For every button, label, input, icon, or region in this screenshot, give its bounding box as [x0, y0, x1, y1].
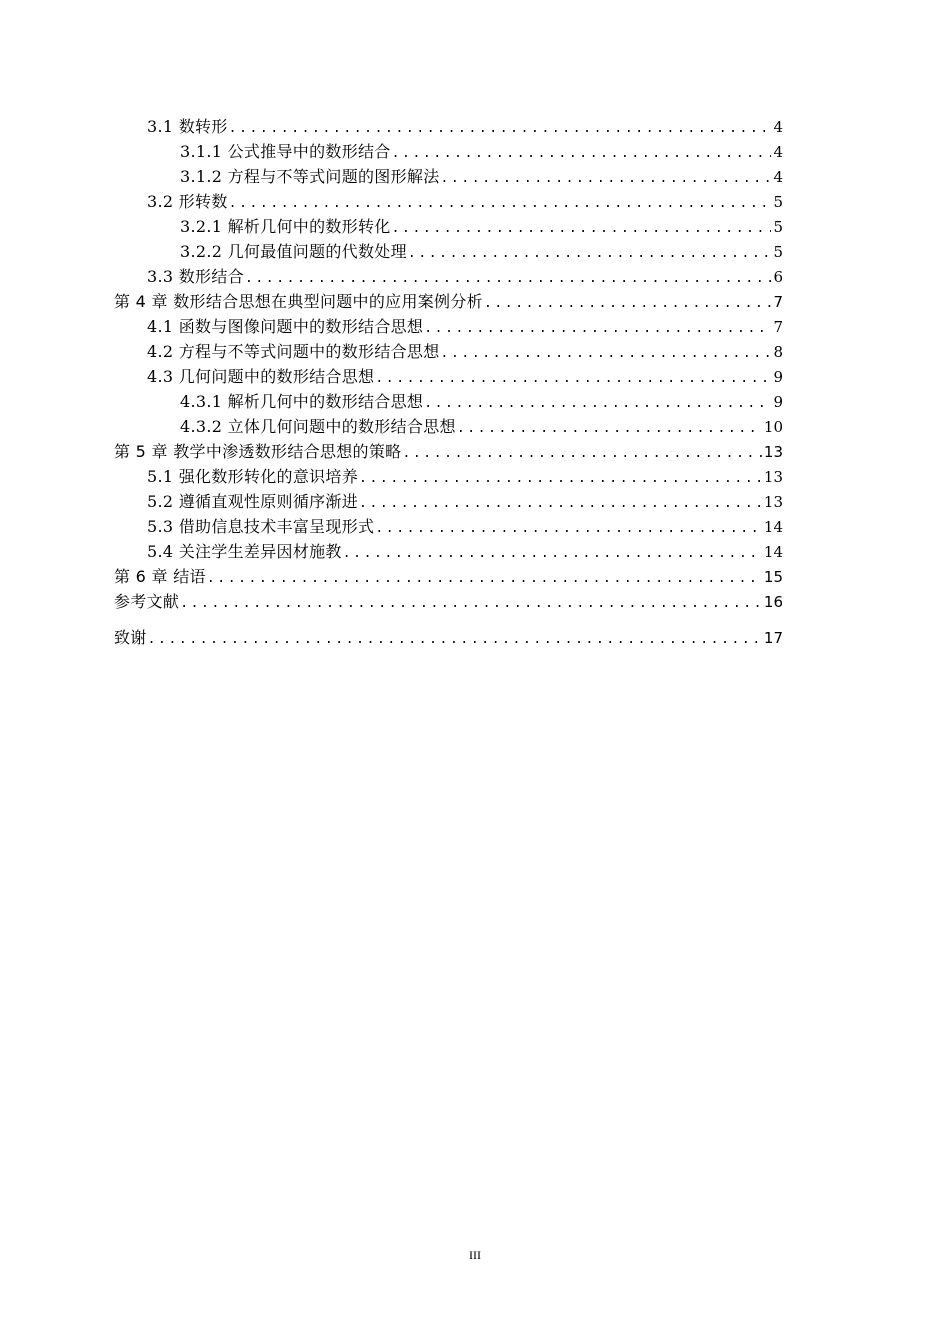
toc-entry-page: 16 — [763, 593, 783, 611]
toc-chapter-entry[interactable] — [114, 566, 783, 588]
toc-leader-dots — [402, 443, 761, 465]
toc-leader-dots — [180, 593, 762, 615]
toc-chapter-entry[interactable] — [114, 591, 783, 613]
toc-entry-title: 5.4 关注学生差异因材施教 — [147, 542, 342, 561]
toc-entry[interactable] — [147, 266, 783, 288]
toc-leader-dots — [375, 368, 771, 390]
toc-leader-dots — [392, 218, 772, 240]
toc-entry-page: 17 — [763, 629, 783, 647]
toc-entry-title: 3.2.1 解析几何中的数形转化 — [180, 217, 391, 236]
toc-leader-dots — [424, 393, 771, 415]
toc-entry-page: 13 — [763, 468, 783, 486]
toc-chapter-entry[interactable] — [114, 441, 783, 463]
toc-entry-page: 10 — [763, 418, 783, 436]
toc-leader-dots — [343, 543, 762, 565]
toc-entry-page: 7 — [773, 293, 783, 311]
toc-leader-dots — [359, 468, 762, 490]
toc-leader-dots — [424, 318, 771, 340]
toc-entry-title: 第 5 章 教学中渗透数形结合思想的策略 — [114, 442, 402, 461]
toc-entry-title: 3.2.2 几何最值问题的代数处理 — [180, 242, 407, 261]
toc-leader-dots — [408, 243, 772, 265]
toc-entry[interactable] — [147, 516, 783, 538]
toc-entry-page: 4 — [773, 143, 783, 161]
toc-entry-page: 4 — [773, 168, 783, 186]
toc-chapter-entry[interactable] — [114, 627, 783, 649]
toc-entry-page: 14 — [763, 543, 783, 561]
toc-entry-title: 4.3.1 解析几何中的数形结合思想 — [180, 392, 424, 411]
toc-entry[interactable] — [180, 216, 783, 238]
toc-leader-dots — [457, 418, 762, 440]
toc-entry[interactable] — [180, 166, 783, 188]
toc-entry[interactable] — [147, 541, 783, 563]
toc-entry-page: 14 — [763, 518, 783, 536]
toc-entry-page: 5 — [773, 218, 783, 236]
toc-leader-dots — [359, 493, 762, 515]
toc-entry-title: 致谢 — [114, 628, 147, 647]
toc-entry-title: 3.1 数转形 — [147, 117, 228, 136]
toc-entry-page: 5 — [773, 243, 783, 261]
toc-entry-page: 7 — [773, 318, 783, 336]
toc-entry-page: 8 — [773, 343, 783, 361]
toc-entry-title: 4.3 几何问题中的数形结合思想 — [147, 367, 375, 386]
toc-entry-page: 15 — [763, 568, 783, 586]
toc-chapter-entry[interactable] — [114, 291, 783, 313]
toc-entry[interactable] — [147, 491, 783, 513]
toc-entry-title: 3.3 数形结合 — [147, 267, 244, 286]
toc-entry-title: 3.1.2 方程与不等式问题的图形解法 — [180, 167, 440, 186]
toc-entry[interactable] — [147, 316, 783, 338]
toc-entry-title: 参考文献 — [114, 592, 180, 611]
toc-entry-page: 13 — [763, 493, 783, 511]
toc-leader-dots — [207, 568, 762, 590]
toc-entry-page: 6 — [773, 268, 783, 286]
toc-entry-title: 第 6 章 结语 — [114, 567, 206, 586]
toc-entry[interactable] — [180, 391, 783, 413]
toc-entry[interactable] — [180, 241, 783, 263]
toc-entry-title: 4.2 方程与不等式问题中的数形结合思想 — [147, 342, 440, 361]
toc-entry-page: 9 — [773, 393, 783, 411]
toc-entry-title: 5.3 借助信息技术丰富呈现形式 — [147, 517, 375, 536]
toc-leader-dots — [441, 343, 772, 365]
toc-leader-dots — [392, 143, 772, 165]
toc-entry[interactable] — [147, 366, 783, 388]
toc-entry[interactable] — [147, 341, 783, 363]
toc-entry-title: 4.3.2 立体几何问题中的数形结合思想 — [180, 417, 456, 436]
toc-entry-title: 第 4 章 数形结合思想在典型问题中的应用案例分析 — [114, 292, 483, 311]
toc-entry-page: 5 — [773, 193, 783, 211]
toc-entry[interactable] — [180, 416, 783, 438]
toc-entry[interactable] — [147, 466, 783, 488]
toc-entry-title: 3.1.1 公式推导中的数形结合 — [180, 142, 391, 161]
toc-leader-dots — [229, 118, 772, 140]
toc-leader-dots — [245, 268, 772, 290]
toc-entry[interactable] — [180, 141, 783, 163]
toc-leader-dots — [375, 518, 762, 540]
toc-leader-dots — [229, 193, 772, 215]
page-number: III — [469, 1248, 481, 1262]
toc-leader-dots — [148, 629, 762, 651]
toc-leader-dots — [441, 168, 772, 190]
toc-entry-page: 9 — [773, 368, 783, 386]
toc-entry-title: 5.2 遵循直观性原则循序渐进 — [147, 492, 359, 511]
toc-entry-title: 4.1 函数与图像问题中的数形结合思想 — [147, 317, 424, 336]
toc-entry-title: 5.1 强化数形转化的意识培养 — [147, 467, 359, 486]
toc-entry[interactable] — [147, 116, 783, 138]
toc-entry-page: 4 — [773, 118, 783, 136]
toc-entry-title: 3.2 形转数 — [147, 192, 228, 211]
toc-leader-dots — [484, 293, 772, 315]
toc-entry[interactable] — [147, 191, 783, 213]
toc-entry-page: 13 — [763, 443, 783, 461]
